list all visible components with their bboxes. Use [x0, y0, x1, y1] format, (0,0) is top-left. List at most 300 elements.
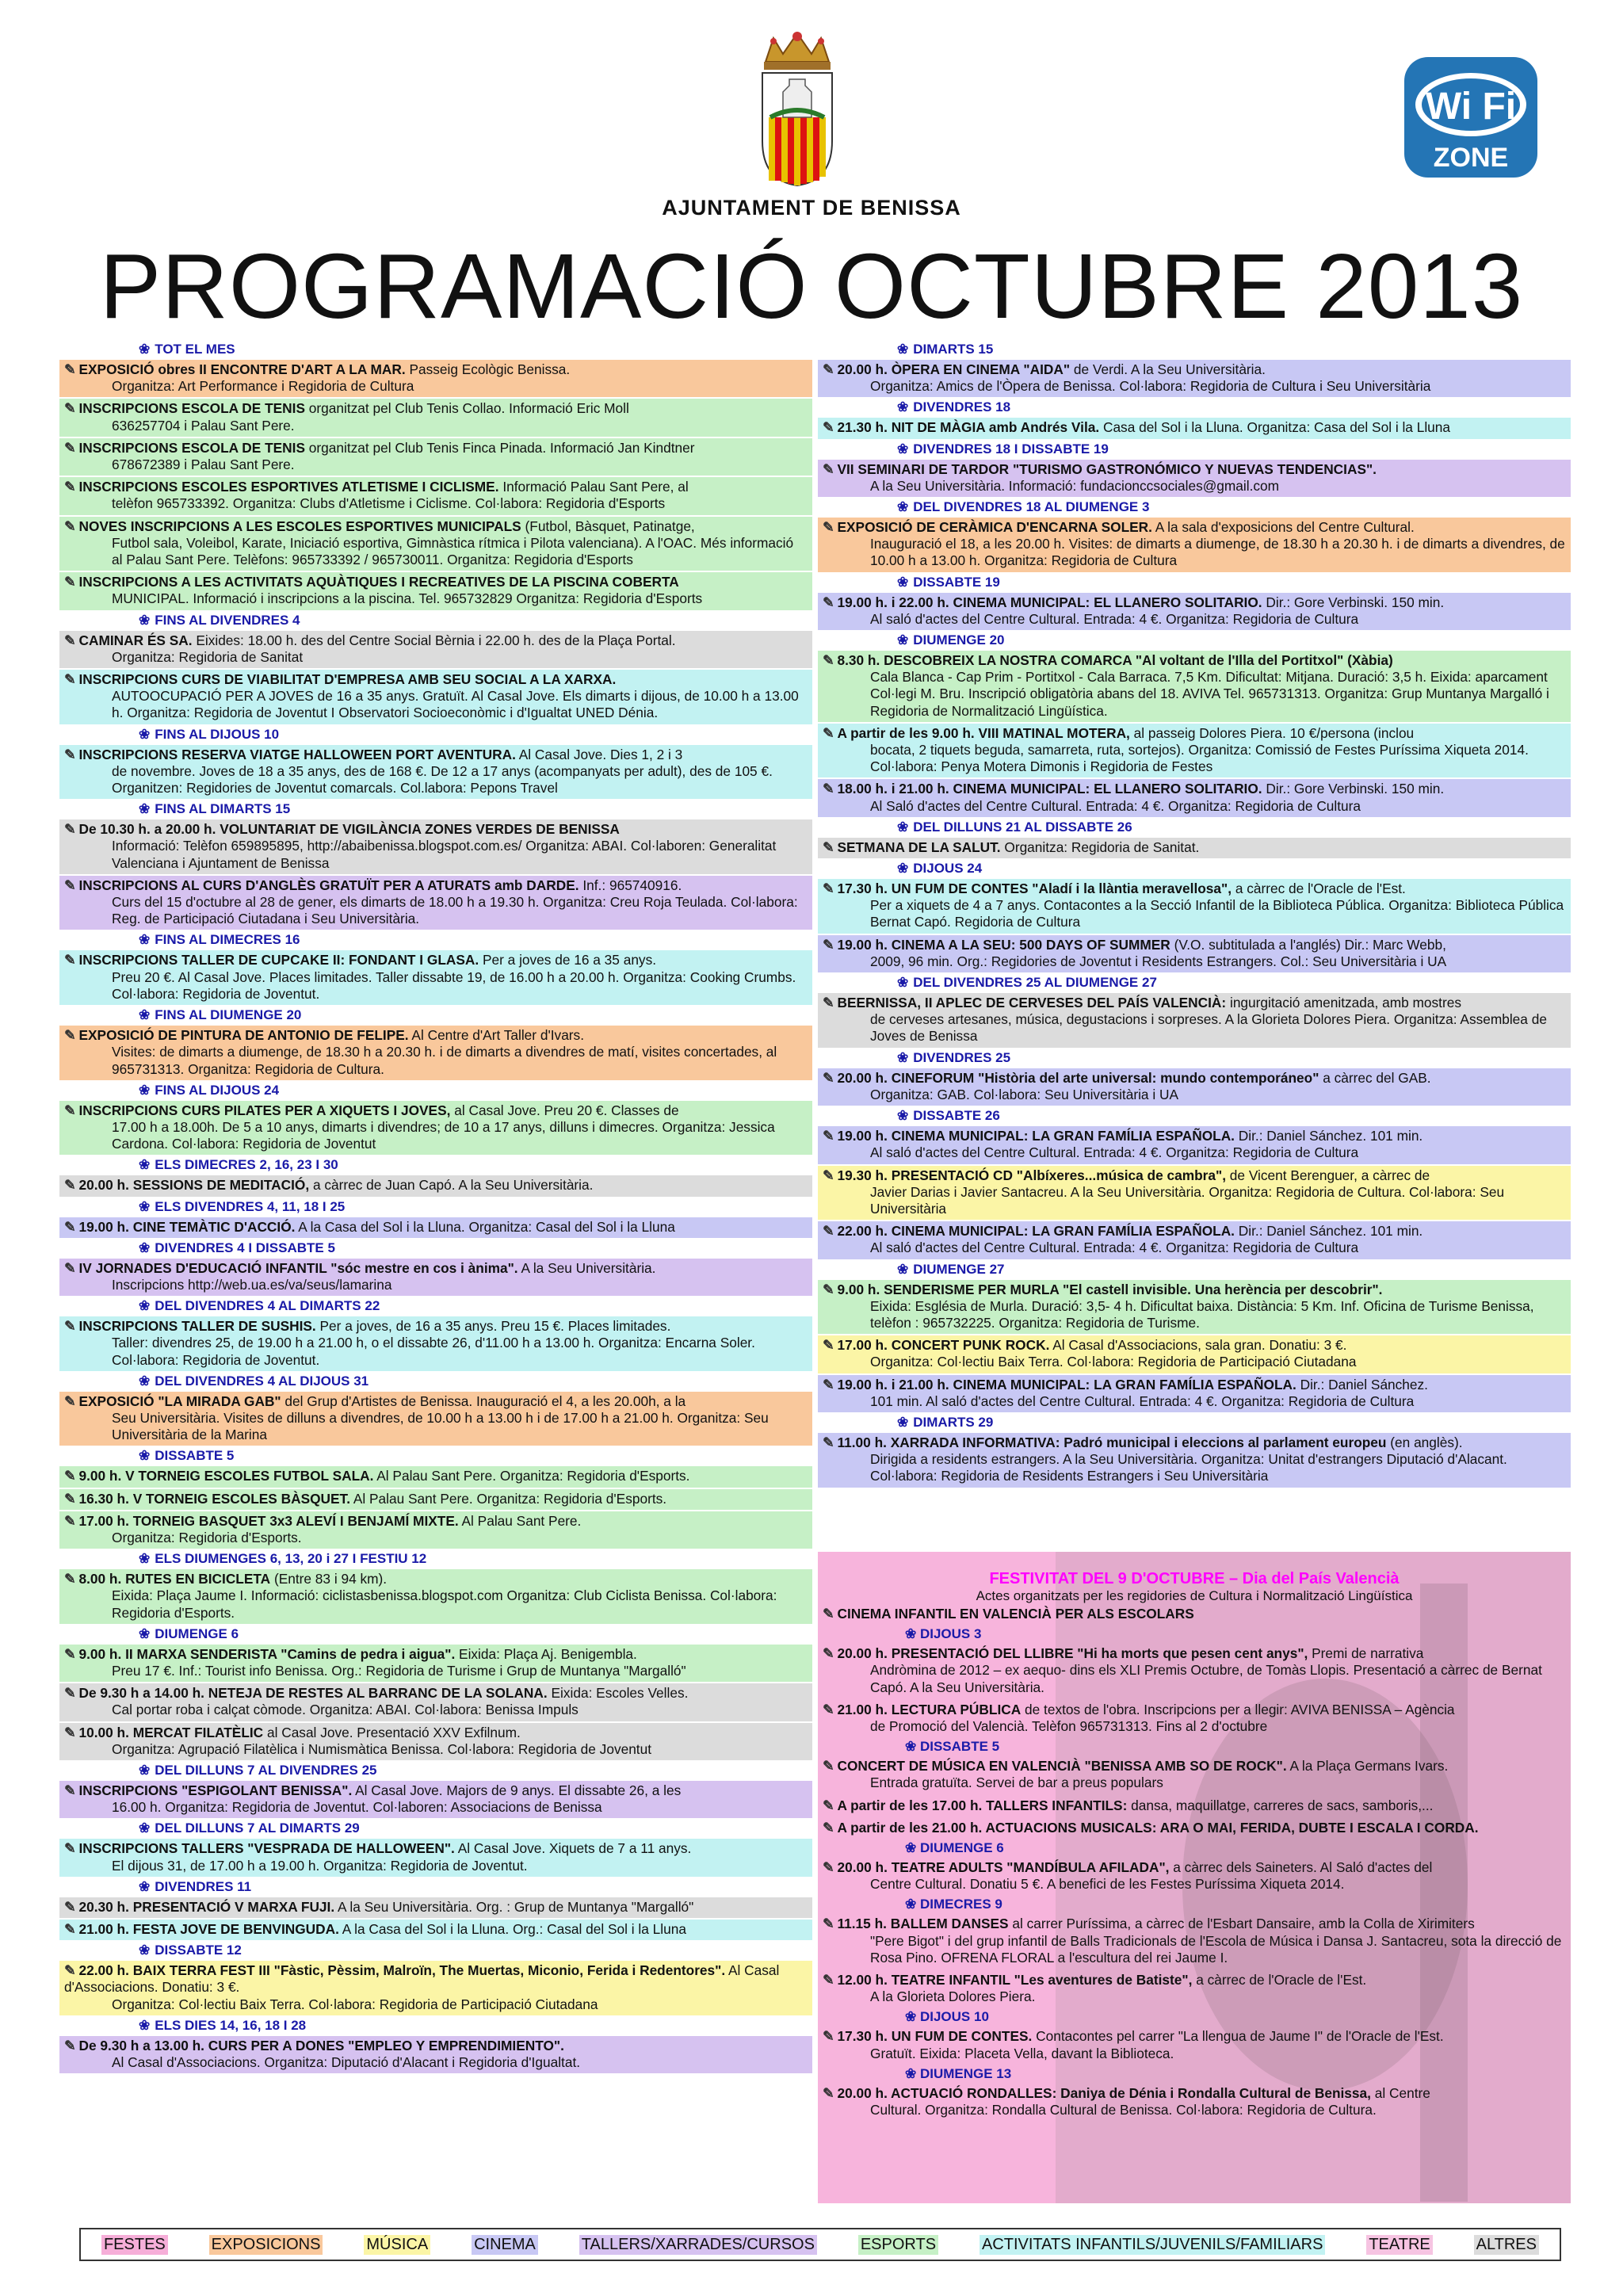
event-item — [59, 360, 812, 397]
wifi-zone-badge — [1403, 55, 1539, 179]
section-date-header — [897, 975, 1571, 991]
pen-icon: ✎ — [64, 952, 76, 968]
event-info: Informació Palau Sant Pere, al — [498, 479, 689, 495]
pen-icon: ✎ — [64, 1512, 76, 1529]
section-date-label: DEL DIVENDRES 4 AL DIMARTS 22 — [155, 1298, 380, 1314]
event-info: Al Palau Sant Pere. — [458, 1512, 582, 1529]
event-detail: Seu Universitària. Visites de dilluns a divendres, de 10.00 h a 13.00 h i de 17.00 h a 21.00 h. Organitza: Seu Universitària de la Marina — [112, 1409, 769, 1443]
event-info: A la Casa del Sol i la Lluna. Organitza: Casal del Sol i la Lluna — [295, 1218, 675, 1235]
event-title: 11.15 h. BALLEM DANSES — [837, 1916, 1009, 1932]
section-date-header — [897, 399, 1571, 415]
event-item — [59, 1101, 812, 1156]
event-item — [818, 1221, 1571, 1259]
section-date-header — [897, 861, 1571, 877]
event-title: EXPOSICIÓ obres II ENCONTRE D'ART A LA MAR. — [78, 361, 406, 377]
event-title: 22.00 h. CINEMA MUNICIPAL: LA GRAN FAMÍLIA ESPAÑOLA. — [837, 1223, 1235, 1240]
event-detail: telèfon 965733392. Organitza: Clubs d'Atletisme i Ciclisme. Col·labora: Regidoria d'Esports — [112, 495, 666, 512]
page-header — [0, 0, 1623, 342]
event-title: INSCRIPCIONS ESCOLES ESPORTIVES ATLETISME I CICLISME. — [78, 479, 499, 495]
pen-icon: ✎ — [64, 439, 76, 456]
section-date-label: DIUMENGE 20 — [913, 632, 1005, 648]
section-date-header — [139, 613, 812, 628]
flower-icon: ❀ — [139, 1943, 151, 1958]
event-detail: MUNICIPAL. Informació i inscripcions a la piscina. Tel. 965732829 Organitza: Regidoria d'Esports — [112, 590, 703, 607]
event-title: 8.00 h. RUTES EN BICICLETA — [78, 1571, 271, 1587]
section-date-header — [897, 575, 1571, 590]
event-detail: Al Casal d'Associacions. Organitza: Diputació d'Alacant i Regidoria d'Igualtat. — [112, 2054, 581, 2071]
pen-icon: ✎ — [64, 821, 76, 838]
flower-icon: ❀ — [139, 612, 151, 628]
festivitat-events — [818, 1604, 1571, 2121]
event-item — [59, 1511, 812, 1549]
event-title: 19.00 h. i 22.00 h. CINEMA MUNICIPAL: EL LLANERO SOLITARIO. — [837, 594, 1262, 610]
event-info: Al Casal Jove. Xiquets de 7 a 11 anys. — [454, 1840, 692, 1857]
festivitat-date-label: DIMECRES 9 — [919, 1897, 1002, 1912]
event-title: NOVES INSCRIPCIONS A LES ESCOLES ESPORTIVES MUNICIPALS — [78, 518, 521, 534]
event-detail: Futbol sala, Voleibol, Karate, Iniciació esportiva, Gimnàstica rítmica i Pilota valenciana). A l'OAC. Més informació al Palau Sant Pere. Telèfons: 965733392 / 965730011. Organitza: Regidoria d'Esports — [112, 534, 794, 568]
event-info: Dir.: Daniel Sánchez. — [1296, 1376, 1428, 1392]
legend-item: CINEMA — [472, 2235, 538, 2255]
festivitat-event-item — [818, 1970, 1571, 2008]
event-item — [818, 1126, 1571, 1163]
event-title: INSCRIPCIONS RESERVA VIATGE HALLOWEEN PORT AVENTURA. — [78, 746, 516, 762]
event-info: Organitza: Regidoria de Sanitat. — [1000, 839, 1200, 855]
event-info: (Entre 83 i 94 km). — [270, 1571, 388, 1587]
event-info: a càrrec dels Saineters. Al Saló d'actes del — [1169, 1859, 1433, 1876]
legend-item: ACTIVITATS INFANTILS/JUVENILS/FAMILIARS — [980, 2235, 1325, 2255]
flower-icon: ❀ — [897, 1261, 909, 1277]
event-item — [818, 724, 1571, 778]
event-detail: Organitza: GAB. Col·labora: Seu Universitària i UA — [870, 1086, 1178, 1102]
pen-icon: ✎ — [64, 2037, 76, 2053]
section-date-label: ELS DIVENDRES 4, 11, 18 I 25 — [155, 1198, 346, 1214]
festivitat-date-label: DIJOUS 10 — [919, 2009, 989, 2025]
pen-icon: ✎ — [64, 1392, 76, 1409]
pen-icon: ✎ — [823, 1337, 834, 1354]
event-title: 20.00 h. TEATRE ADULTS "MANDÍBULA AFILADA", — [837, 1859, 1170, 1876]
event-info: a càrrec de l'Oracle de l'Est. — [1192, 1972, 1367, 1988]
event-detail: Curs del 15 d'octubre al 28 de gener, els dimarts de 18.00 h a 19.30 h. Organitza: Creu Roja Teulada. Col·labora: Reg. de Participació Ciutadana i Seu Universitària. — [112, 894, 798, 927]
section-date-header — [897, 1262, 1571, 1278]
section-date-header — [139, 1199, 812, 1215]
event-title: A partir de les 21.00 h. ACTUACIONS MUSICALS: ARA O MAI, FERIDA, DUBTE I ESCALA I CORDA. — [837, 1819, 1479, 1836]
event-info: Al Casal d'Associacions. Donatiu: 3 €. — [64, 1962, 780, 1996]
pen-icon: ✎ — [823, 881, 834, 897]
pen-icon: ✎ — [823, 1819, 834, 1836]
page-title: PROGRAMACIÓ OCTUBRE 2013 — [99, 235, 1524, 338]
festivitat-event-item — [818, 1644, 1571, 1698]
section-date-header — [139, 932, 812, 948]
event-item — [59, 2036, 812, 2073]
event-title: EXPOSICIÓ DE CERÀMICA D'ENCARNA SOLER. — [837, 519, 1152, 536]
event-item — [59, 1026, 812, 1080]
section-date-label: ELS DIUMENGES 6, 13, 20 i 27 I FESTIU 12 — [155, 1551, 427, 1567]
festivitat-date-label: DISSABTE 5 — [919, 1739, 1000, 1755]
pen-icon: ✎ — [823, 1167, 834, 1183]
event-detail: Javier Darias i Javier Santacreu. A la Seu Universitària. Organitza: Regidoria de Cultura. Col·labora: Seu Universitària — [870, 1183, 1505, 1217]
section-date-label: FINS AL DIMARTS 15 — [155, 801, 291, 817]
event-item — [818, 1335, 1571, 1373]
event-title: De 9.30 h a 14.00 h. NETEJA DE RESTES AL BARRANC DE LA SOLANA. — [78, 1685, 548, 1702]
event-detail: AUTOOCUPACIÓ PER A JOVES de 16 a 35 anys. Gratuït. Al Casal Jove. Els dimarts i dijous, de 10.00 h a 13.00 h. Organitza: Regidoria de Joventut I Observatori Socioeconòmic i d'Igualtat UNED Dénia. — [112, 688, 799, 721]
event-title: 22.00 h. BAIX TERRA FEST III "Fàstic, Pèssim, Malroïn, The Muertas, Miconio, Ferida i Redentores". — [78, 1962, 726, 1979]
pen-icon: ✎ — [823, 1797, 834, 1813]
pen-icon: ✎ — [64, 877, 76, 893]
event-info: al Centre — [1370, 2084, 1430, 2101]
pen-icon: ✎ — [64, 746, 76, 762]
section-date-header — [139, 801, 812, 817]
pen-icon: ✎ — [823, 1859, 834, 1876]
event-detail: Organitza: Col·lectiu Baix Terra. Col·labora: Regidoria de Participació Ciutadana — [870, 1354, 1357, 1370]
festivitat-event-item — [818, 1796, 1571, 1817]
event-title: 20.00 h. SESSIONS DE MEDITACIÓ, — [78, 1177, 310, 1194]
pen-icon: ✎ — [64, 1490, 76, 1507]
festivitat-date-header — [905, 2009, 1571, 2025]
pen-icon: ✎ — [823, 1376, 834, 1392]
festivitat-event-item — [818, 1700, 1571, 1737]
event-detail: Organitza: Agrupació Filatèlica i Numismàtica Benissa. Col·labora: Regidoria de Joventut — [112, 1740, 652, 1757]
event-title: De 9.30 h a 13.00 h. CURS PER A DONES "EMPLEO Y EMPRENDIMIENTO". — [78, 2037, 564, 2053]
legend-item: FESTES — [101, 2235, 168, 2255]
pen-icon: ✎ — [823, 2084, 834, 2101]
event-item — [59, 1839, 812, 1876]
section-date-header — [897, 342, 1571, 357]
festivitat-date-header — [905, 1897, 1571, 1912]
event-detail: 2009, 96 min. Org.: Regidories de Joventut i Residents Estrangers. Col.: Seu Universitària i UA — [870, 953, 1447, 969]
event-detail: Cultural. Organitza: Rondalla Cultural de Benissa. Col·labora: Regidoria de Cultura. — [870, 2102, 1377, 2118]
event-detail: Visites: de dimarts a diumenge, de 18.30 h a 20.30 h. i de dimarts a divendres de matí, visites concertades, al 965731313. Organitza: Regidoria de Cultura. — [112, 1044, 777, 1077]
flower-icon: ❀ — [139, 1373, 151, 1389]
event-title: 9.00 h. V TORNEIG ESCOLES FUTBOL SALA. — [78, 1468, 374, 1484]
event-title: SETMANA DE LA SALUT. — [837, 839, 1001, 855]
event-title: EXPOSICIÓ "LA MIRADA GAB" — [78, 1392, 281, 1409]
event-info: Contacontes pel carrer "La llengua de Jaume I" de l'Oracle de l'Est. — [1032, 2028, 1444, 2045]
event-item — [818, 1166, 1571, 1221]
festivitat-date-label: DIJOUS 3 — [919, 1626, 982, 1642]
festivitat-date-label: DIUMENGE 6 — [919, 1840, 1004, 1856]
event-item — [818, 1280, 1571, 1335]
flower-icon: ❀ — [897, 861, 909, 877]
flower-icon: ❀ — [139, 2017, 151, 2033]
event-info: de Vicent Berenguer, a càrrec de — [1226, 1167, 1430, 1183]
section-date-label: DIVENDRES 25 — [913, 1049, 1011, 1065]
flower-icon: ❀ — [905, 1626, 920, 1642]
section-date-label: DEL DIVENDRES 4 AL DIJOUS 31 — [155, 1373, 369, 1389]
event-title: 17.30 h. UN FUM DE CONTES "Aladí i la llàntia meravellosa", — [837, 881, 1232, 897]
flower-icon: ❀ — [139, 1298, 151, 1314]
event-info: organitzat pel Club Tenis Finca Pinada. Informació Jan Kindtner — [304, 439, 695, 456]
pen-icon: ✎ — [823, 1972, 834, 1988]
event-detail: 678672389 i Palau Sant Pere. — [112, 457, 295, 473]
event-title: 21.00 h. LECTURA PÚBLICA — [837, 1701, 1022, 1717]
festivitat-date-header — [905, 1840, 1571, 1856]
pen-icon: ✎ — [823, 1758, 834, 1775]
section-date-label: DEL DIVENDRES 18 AL DIUMENGE 3 — [913, 499, 1150, 515]
flower-icon: ❀ — [905, 1739, 920, 1755]
section-date-header — [139, 2018, 812, 2034]
flower-icon: ❀ — [905, 1897, 920, 1912]
event-title: INSCRIPCIONS AL CURS D'ANGLÈS GRATUÏT PER A ATURATS amb DARDE. — [78, 877, 579, 893]
pen-icon: ✎ — [64, 1218, 76, 1235]
flower-icon: ❀ — [139, 932, 151, 948]
event-detail: bocata, 2 tiquets beguda, samarreta, ruta, sortejos). Organitza: Comissió de Festes Puríssima Xiqueta 2014. Col·labora: Penya Motera Dimonis i Regidoria de Festes — [870, 742, 1529, 775]
event-info: Dir.: Daniel Sánchez. 101 min. — [1234, 1223, 1423, 1240]
event-detail: Organitza: Regidoria d'Esports. — [112, 1529, 302, 1545]
event-item — [59, 631, 812, 668]
flower-icon: ❀ — [897, 1414, 909, 1430]
event-info: (Futbol, Bàsquet, Patinatge, — [521, 518, 695, 534]
festivitat-event-item — [818, 1756, 1571, 1794]
wifi-label: Wi Fi — [1425, 86, 1517, 128]
event-info: Premi de narrativa — [1308, 1645, 1424, 1662]
legend-item: TALLERS/XARRADES/CURSOS — [579, 2235, 817, 2255]
event-info: Al Casal d'Associacions, sala gran. Donatiu: 3 €. — [1049, 1337, 1347, 1354]
flower-icon: ❀ — [139, 1551, 151, 1567]
pen-icon: ✎ — [823, 995, 834, 1011]
pen-icon: ✎ — [823, 1645, 834, 1662]
section-date-header — [139, 1943, 812, 1958]
flower-icon: ❀ — [905, 2009, 920, 2025]
event-item — [59, 745, 812, 800]
event-detail: de novembre. Joves de 18 a 35 anys, des de 168 €. De 12 a 17 anys (acompanyats per adult), des de 105 €. Organitzen: Regidories de Joventut comarcals. Col.labora: Pepons Travel — [112, 762, 773, 797]
event-item — [818, 1068, 1571, 1106]
section-date-label: FINS AL DIJOUS 24 — [155, 1082, 280, 1098]
festivitat-event-item — [818, 1858, 1571, 1895]
event-item — [818, 935, 1571, 972]
event-info: Casa del Sol i la Lluna. Organitza: Casa del Sol i la Lluna — [1099, 419, 1451, 436]
section-date-header — [139, 1240, 812, 1256]
event-detail: Organitza: Art Performance i Regidoria de Cultura — [112, 378, 414, 395]
event-info: Al Casal Jove. Dies 1, 2 i 3 — [515, 746, 683, 762]
section-date-label: DIJOUS 24 — [913, 861, 983, 877]
event-detail: Andròmina de 2012 – ex aequo- dins els XLI Premis Octubre, de Tomàs Llopis. Presentació a càrrec de Bernat Capó. A la Seu Universitària. — [870, 1662, 1542, 1695]
event-info: A la Casa del Sol i la Lluna. Org.: Casal del Sol i la Lluna — [338, 1921, 686, 1937]
section-date-label: DISSABTE 19 — [913, 574, 1000, 590]
festivitat-event-item — [818, 1818, 1571, 1839]
event-item — [59, 1489, 812, 1510]
flower-icon: ❀ — [905, 1840, 920, 1856]
festivitat-event-item — [818, 1914, 1571, 1969]
section-date-header — [139, 1083, 812, 1098]
event-title: 11.00 h. XARRADA INFORMATIVA: Padró municipal i eleccions al parlament europeu — [837, 1434, 1387, 1450]
section-date-header — [139, 1763, 812, 1778]
pen-icon: ✎ — [823, 460, 834, 477]
flower-icon: ❀ — [897, 342, 909, 357]
event-detail: Cal portar roba i calçat còmode. Organitza: ABAI. Col·labora: Benissa Impuls — [112, 1702, 579, 1718]
legend-item: ALTRES — [1474, 2235, 1539, 2255]
section-date-header — [139, 727, 812, 743]
event-detail: Eixida: Església de Murla. Duració: 3,5- 4 h. Dificultat baixa. Distància: 5 Km. Inf. Oficina de Turisme Benissa, telèfon : 965732225. Organitza: Regidoria de Turisme. — [870, 1297, 1534, 1331]
legend-item: TEATRE — [1366, 2235, 1432, 2255]
pen-icon: ✎ — [64, 1259, 76, 1276]
flower-icon: ❀ — [139, 1007, 151, 1023]
event-title: 18.00 h. i 21.00 h. CINEMA MUNICIPAL: EL LLANERO SOLITARIO. — [837, 781, 1262, 797]
flower-icon: ❀ — [897, 1108, 909, 1124]
event-title: INSCRIPCIONS TALLERS "VESPRADA DE HALLOWEEN". — [78, 1840, 455, 1857]
flower-icon: ❀ — [897, 632, 909, 648]
pen-icon: ✎ — [64, 479, 76, 495]
event-item — [818, 360, 1571, 397]
event-detail: de Promoció del Valencià. Telèfon 965731313. Fins al 2 d'octubre — [870, 1718, 1268, 1735]
event-info: del Grup d'Artistes de Benissa. Inauguració el 4, a les 20.00h, a la — [281, 1392, 686, 1409]
event-title: 21.30 h. NIT DE MÀGIA amb Andrés Vila. — [837, 419, 1100, 436]
event-title: CINEMA INFANTIL EN VALENCIÀ PER ALS ESCOLARS — [837, 1606, 1194, 1622]
event-title: 17.00 h. CONCERT PUNK ROCK. — [837, 1337, 1050, 1354]
event-title: EXPOSICIÓ DE PINTURA DE ANTONIO DE FELIPE. — [78, 1027, 409, 1044]
event-detail: El dijous 31, de 17.00 h a 19.00 h. Organitza: Regidoria de Joventut. — [112, 1857, 528, 1874]
event-detail: A la Seu Universitària. Informació: fundacionccsociales@gmail.com — [870, 477, 1280, 494]
section-date-header — [139, 1007, 812, 1023]
pen-icon: ✎ — [64, 671, 76, 688]
event-item — [59, 477, 812, 514]
pen-icon: ✎ — [823, 1069, 834, 1086]
event-info: Al Palau Sant Pere. Organitza: Regidoria d'Esports. — [350, 1490, 667, 1507]
section-date-label: DEL DILLUNS 21 AL DISSABTE 26 — [913, 819, 1132, 835]
town-crest-icon — [751, 30, 843, 189]
pen-icon: ✎ — [64, 1102, 76, 1118]
event-item — [59, 399, 812, 436]
event-title: 9.00 h. II MARXA SENDERISTA "Camins de pedra i aigua". — [78, 1645, 456, 1662]
event-info: a càrrec de Juan Capó. A la Seu Universitària. — [309, 1177, 594, 1194]
event-detail: "Pere Bigot" i del grup infantil de Balls Tradicionals de l'Escola de Música i Dansa J. Santacreu, sota la direcció de Rosa Pino. OFRENA FLORAL a l'escultura del rei Jaume I. — [870, 1932, 1562, 1966]
event-info: (V.O. subtitulada a l'anglés) Dir.: Marc Webb, — [1170, 936, 1446, 953]
event-item — [59, 1392, 812, 1446]
flower-icon: ❀ — [139, 726, 151, 742]
event-title: 20.00 h. ACTUACIÓ RONDALLES: Daniya de Dénia i Rondalla Cultural de Benissa, — [837, 2084, 1371, 2101]
flower-icon: ❀ — [897, 1049, 909, 1065]
event-info: (en anglès). — [1386, 1434, 1463, 1450]
event-item — [59, 572, 812, 609]
festivitat-subtitle: Actes organitzats per les regidories de Cultura i Normalització Lingüística — [976, 1588, 1413, 1603]
flower-icon: ❀ — [139, 1198, 151, 1214]
pen-icon: ✎ — [64, 1840, 76, 1857]
event-info: Inf.: 965740916. — [579, 877, 682, 893]
event-title: INSCRIPCIONS TALLER DE CUPCAKE II: FONDANT I GLASA. — [78, 952, 479, 968]
festivitat-date-header — [905, 2066, 1571, 2082]
flower-icon: ❀ — [139, 801, 151, 817]
event-title: 19.00 h. i 21.00 h. CINEMA MUNICIPAL: LA GRAN FAMÍLIA ESPAÑOLA. — [837, 1376, 1296, 1392]
section-date-header — [139, 1820, 812, 1836]
pen-icon: ✎ — [64, 1962, 76, 1979]
event-item — [818, 651, 1571, 722]
festivitat-date-header — [905, 1626, 1571, 1642]
event-title: INSCRIPCIONS CURS PILATES PER A XIQUETS I JOVES, — [78, 1102, 451, 1118]
festivitat-date-header — [905, 1739, 1571, 1755]
right-column — [818, 339, 1571, 1489]
festivitat-date-label: DIUMENGE 13 — [919, 2065, 1012, 2081]
event-info: dansa, maquillatge, carreres de sacs, samboris,... — [1127, 1797, 1434, 1813]
event-detail: Al Saló d'actes del Centre Cultural. Entrada: 4 €. Organitza: Regidoria de Cultura — [870, 797, 1361, 814]
event-title: 8.30 h. DESCOBREIX LA NOSTRA COMARCA "Al voltant de l'Illa del Portitxol" (Xàbia) — [837, 652, 1393, 669]
flower-icon: ❀ — [905, 2065, 920, 2081]
event-item — [818, 779, 1571, 816]
event-item — [59, 1175, 812, 1196]
section-date-header — [139, 1448, 812, 1464]
pen-icon: ✎ — [823, 1434, 834, 1450]
organization-name: AJUNTAMENT DE BENISSA — [662, 196, 961, 220]
event-info: organitzat pel Club Tenis Collao. Informació Eric Moll — [304, 400, 629, 417]
pen-icon: ✎ — [823, 1281, 834, 1297]
event-title: 12.00 h. TEATRE INFANTIL "Les aventures de Batiste", — [837, 1972, 1193, 1988]
event-title: A partir de les 17.00 h. TALLERS INFANTILS: — [837, 1797, 1128, 1813]
event-item — [59, 1723, 812, 1760]
event-title: INSCRIPCIONS "ESPIGOLANT BENISSA". — [78, 1782, 353, 1798]
event-item — [59, 1897, 812, 1918]
section-date-header — [897, 632, 1571, 648]
event-info: Al Casal Jove. Majors de 9 anys. El dissabte 26, a les — [352, 1782, 682, 1798]
section-date-label: FINS AL DIMECRES 16 — [155, 932, 300, 948]
section-date-header — [897, 1108, 1571, 1124]
event-detail: Cala Blanca - Cap Prim - Portitxol - Cala Barraca. 7,5 Km. Dificultat: Mitjana. Duració: 3,5 h. Eixida: aparcament Col·legi M. Bru. Inscripció obligatòria abans del 18. AVIVA Tel. 965731313. Organitza: Grup Muntanya Margalló i Regidoria de Normalització Lingüística. — [870, 669, 1549, 719]
section-date-label: DIUMENGE 27 — [913, 1261, 1005, 1277]
event-title: 19.30 h. PRESENTACIÓ CD "Albíxeres...música de cambra", — [837, 1167, 1226, 1183]
event-item — [818, 838, 1571, 858]
event-item — [59, 1259, 812, 1296]
event-info: Dir.: Daniel Sánchez. 101 min. — [1234, 1128, 1423, 1144]
pen-icon: ✎ — [64, 1782, 76, 1798]
festivitat-event-item — [818, 2084, 1571, 2121]
pen-icon: ✎ — [64, 1177, 76, 1194]
festivitat-event-item — [818, 1604, 1571, 1625]
event-item — [59, 1569, 812, 1624]
event-info: Per a joves de 16 a 35 anys. — [479, 952, 657, 968]
section-date-label: FINS AL DIVENDRES 4 — [155, 612, 300, 628]
pen-icon: ✎ — [823, 1223, 834, 1240]
event-title: CAMINAR ÉS SA. — [78, 632, 193, 648]
event-title: 19.00 h. CINEMA A LA SEU: 500 DAYS OF SUMMER — [837, 936, 1170, 953]
pen-icon: ✎ — [64, 1571, 76, 1587]
event-title: 20.00 h. PRESENTACIÓ DEL LLIBRE "Hi ha morts que pesen cent anys", — [837, 1645, 1308, 1662]
event-info: al carrer Puríssima, a càrrec de l'Esbart Dansaire, amb la Colla de Xirimiters — [1008, 1916, 1475, 1932]
section-date-header — [139, 342, 812, 357]
event-detail: Al saló d'actes del Centre Cultural. Entrada: 4 €. Organitza: Regidoria de Cultura — [870, 1240, 1359, 1256]
event-detail: A la Glorieta Dolores Piera. — [870, 1988, 1036, 2005]
event-detail: Organitza: Amics de l'Òpera de Benissa. Col·labora: Regidoria de Cultura i Seu Universitària — [870, 378, 1431, 395]
event-info: a càrrec de l'Oracle de l'Est. — [1232, 881, 1406, 897]
event-info: al Casal Jove. Preu 20 €. Classes de — [450, 1102, 679, 1118]
event-item — [818, 1433, 1571, 1488]
event-detail: Per a xiquets de 4 a 7 anys. Contacontes a la Secció Infantil de la Biblioteca Pública. Organitza: Biblioteca Pública Bernat Capó. Regidoria de Cultura — [870, 897, 1564, 930]
flower-icon: ❀ — [139, 1082, 151, 1098]
event-item — [59, 438, 812, 476]
event-title: 17.30 h. UN FUM DE CONTES. — [837, 2028, 1033, 2045]
event-detail: Eixida: Plaça Jaume I. Informació: ciclistasbenissa.blogspot.com Organitza: Club Ciclista Benissa. Col·labora: Regidoria d'Esports. — [112, 1587, 777, 1621]
pen-icon: ✎ — [823, 1701, 834, 1717]
event-detail: 636257704 i Palau Sant Pere. — [112, 417, 295, 434]
event-title: 9.00 h. SENDERISME PER MURLA "El castell invisible. Una herència per descobrir". — [837, 1281, 1383, 1297]
pen-icon: ✎ — [823, 419, 834, 436]
flower-icon: ❀ — [897, 399, 909, 415]
event-item — [818, 879, 1571, 934]
pen-icon: ✎ — [64, 1468, 76, 1484]
category-legend — [79, 2228, 1561, 2261]
event-item — [59, 950, 812, 1005]
flower-icon: ❀ — [139, 1157, 151, 1173]
pen-icon: ✎ — [823, 1606, 834, 1622]
section-date-header — [139, 1879, 812, 1895]
event-item — [818, 993, 1571, 1048]
event-info: Eixida: Plaça Aj. Benigembla. — [455, 1645, 637, 1662]
pen-icon: ✎ — [64, 1921, 76, 1937]
event-detail: Preu 17 €. Inf.: Tourist info Benissa. Org.: Regidoria de Turisme i Grup de Muntanya "Margalló" — [112, 1662, 686, 1679]
pen-icon: ✎ — [64, 632, 76, 648]
section-date-label: DISSABTE 5 — [155, 1448, 235, 1464]
event-detail: Inauguració el 18, a les 20.00 h. Visites: de dimarts a diumenge, de 18.30 h a 20.30 h. i de dimarts a divendres, de 10.00 h a 13.00 h. Organitza: Regidoria de Cultura — [870, 536, 1565, 569]
section-date-header — [139, 1157, 812, 1173]
left-column — [59, 339, 812, 2075]
event-title: 17.00 h. TORNEIG BASQUET 3x3 ALEVÍ I BENJAMÍ MIXTE. — [78, 1512, 459, 1529]
section-date-label: DIMARTS 15 — [913, 342, 994, 357]
